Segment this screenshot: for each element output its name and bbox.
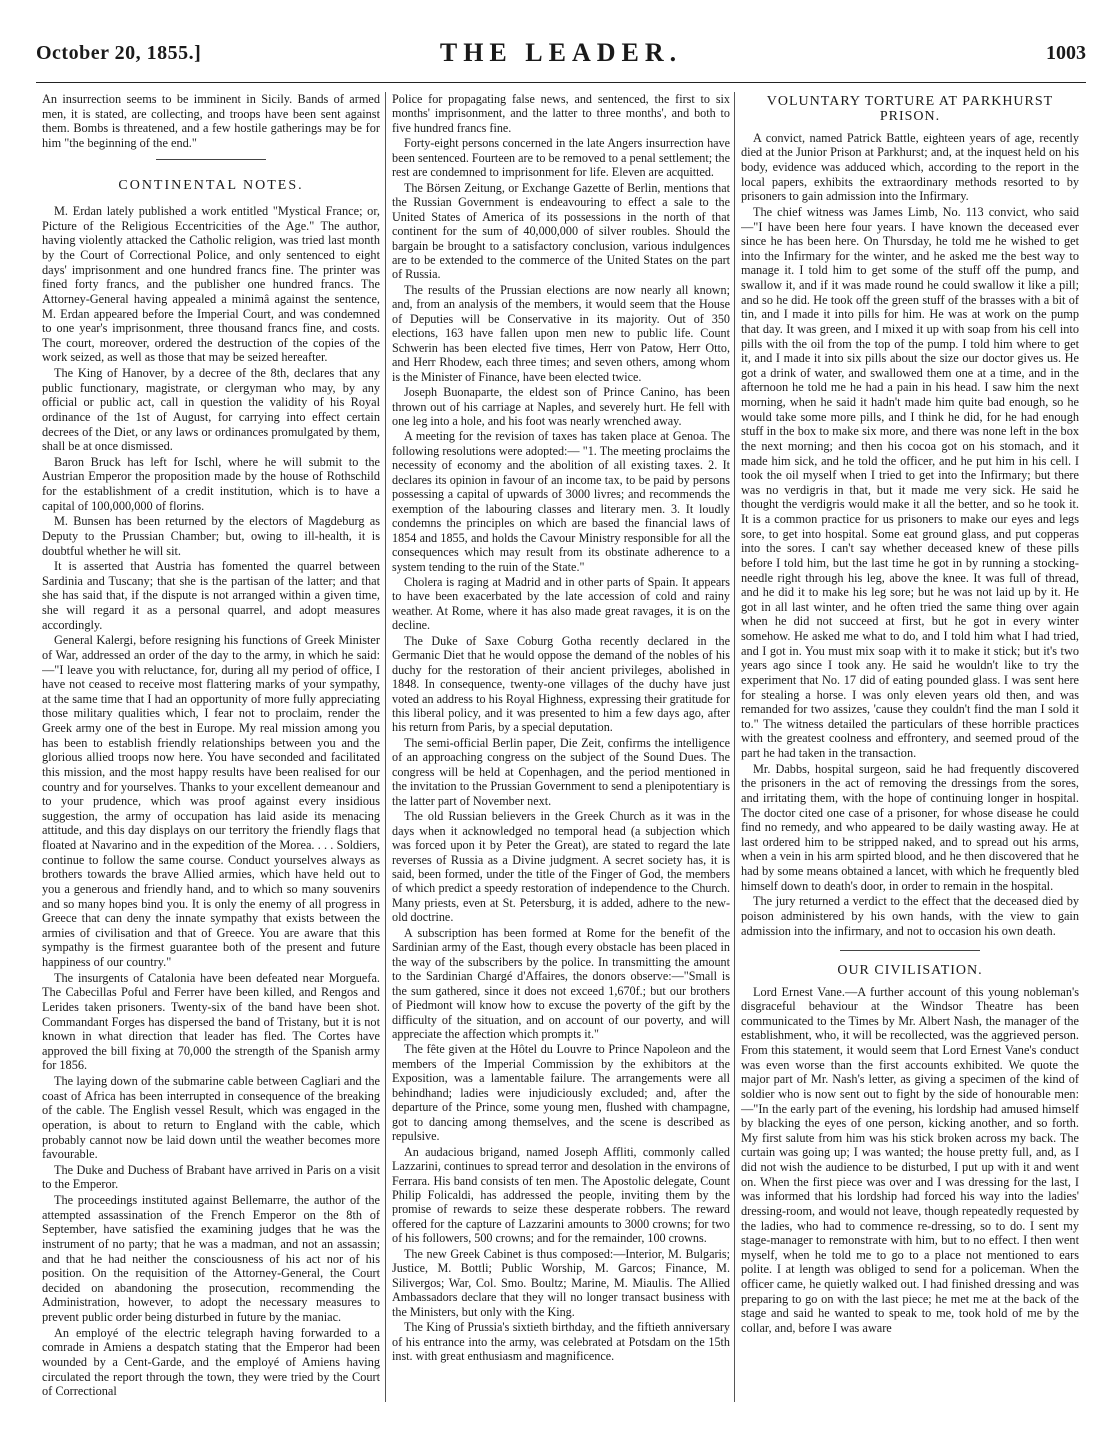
article-paragraph: The laying down of the submarine cable between Cagliari and the coast of Africa has been interrupted in consequence of the breaking of the cable. The English vessel Result, which was engaged in the operation, is about to return to England with the cable, which probably cannot now be laid down until the weather becomes more favourable.: [42, 1074, 380, 1162]
article-paragraph: The Duke of Saxe Coburg Gotha recently declared in the Germanic Diet that he would oppose the demand of the nobles of his duchy for the restoration of their ancient privileges, abolished in 1848. In consequence, twenty-one villages of the duchy have just voted an address to his Royal Highness, expressing their gratitude for this liberal policy, and it was presented to him a few days ago, after his return from Paris, by a special deputation.: [392, 633, 730, 735]
article-paragraph: The semi-official Berlin paper, Die Zeit, confirms the intelligence of an approaching congress on the subject of the Sound Dues. The congress will be held at Copenhagen, and the period mentioned in the invitation to the Prussian Government to send a plenipotentiary is the latter part of November next.: [392, 735, 730, 808]
continental-notes-heading: CONTINENTAL NOTES.: [118, 177, 304, 193]
article-paragraph: Cholera is raging at Madrid and in other parts of Spain. It appears to have been exacerbated by the late accession of cold and rainy weather. At Rome, where it has also made great ravages, it is on the decline.: [392, 574, 730, 633]
article-paragraph: General Kalergi, before resigning his functions of Greek Minister of War, addressed an order of the day to the army, in which he said:—"I leave you with reluctance, for, during all my period of office, I have not ceased to receive most flattering marks of your sympathy, at the same time that I had an opportunity of more fully appreciating those military qualities which, I fear not to proclaim, render the Greek army one of the best in Europe. My real mission among you has been to establish friendly relationships between you and the glorious allied troops now here. You have seconded and facilitated this mission, and the most happy results have been realised for our country and for yourselves. Thanks to your excellent demeanour and to your prudence, which was proof against every insidious suggestion, the army of occupation has laid aside its menacing attitude, and this day displays on our territory the friendly flags that floated at Navarino and in the expedition of the Morea. . . . Soldiers, continue to follow the same course. Conduct yourselves always as brothers towards the brave Allied armies, which have held out to you a generous and friendly hand, and to which so many souvenirs and so many hopes bind you. It is only the enemy of all progress in Greece that can deny the innate sympathy that exists between the armies of civilisation and that of Greece. You are aware that this sympathy is the firmest guarantee both of the present and future happiness of our country.": [42, 633, 380, 970]
article-paragraph: Forty-eight persons concerned in the late Angers insurrection have been sentenced. Fourteen are to be removed to a penal settlement; the rest are condemned to imprisonment for life. Eleven are acquitted.: [392, 136, 730, 180]
column-divider: [385, 92, 386, 1402]
article-paragraph: A convict, named Patrick Battle, eighteen years of age, recently died at the Junior Prison at Parkhurst; and, at the inquest held on his body, evidence was adduced which, according to the report in the local papers, exhibits the extraordinary methods resorted to by prisoners to gain admission into the Infirmary.: [741, 130, 1079, 204]
parkhurst-heading: VOLUNTARY TORTURE AT PARKHURST PRISON.: [766, 94, 1054, 125]
article-paragraph: It is asserted that Austria has fomented the quarrel between Sardinia and Tuscany; that she is the partisan of the latter; and that she has said that, if the dispute is not arranged within a given time, she will regard it as a personal quarrel, and adopt measures accordingly.: [42, 559, 380, 632]
section-rule: [840, 950, 980, 951]
article-paragraph: M. Erdan lately published a work entitled "Mystical France; or, Picture of the Religious Eccentricities of the Age." The author, having violently attacked the Catholic religion, was tried last month by the Court of Correctional Police, and only sentenced to eight days' imprisonment and one hundred francs fine. The printer was fined forty francs, and the publisher one hundred francs. The Attorney-General having appealed a minimâ against the sentence, M. Erdan appeared before the Imperial Court, and was condemned to one year's imprisonment, three thousand francs fine, and costs. The court, moreover, ordered the destruction of the copies of the work seized, as well as those that may be seized hereafter.: [42, 204, 380, 365]
column-2: [392, 92, 730, 1404]
article-paragraph: The proceedings instituted against Bellemarre, the author of the attempted assassination of the French Emperor on the 8th of September, have satisfied the examining judges that he was the instrument of no party; that he was a madman, and not an assassin; and that he had neither the consciousness of his act nor of his position. On the requisition of the Attorney-General, the Court decided on abandoning the prosecution, recommending the Administration, however, to adopt the necessary measures to prevent public order being disturbed in future by the maniac.: [42, 1193, 380, 1325]
article-paragraph: Joseph Buonaparte, the eldest son of Prince Canino, has been thrown out of his carriage at Naples, and severely hurt. He fell with one leg into a hole, and his foot was nearly wrenched away.: [392, 385, 730, 428]
article-paragraph: The King of Hanover, by a decree of the 8th, declares that any public functionary, magistrate, or clergyman who may, by any official or public act, call in question the validity of his Royal ordinance of the 1st of August, for carrying into effect certain decrees of the Diet, or any laws or ordinances promulgated by them, shall be at once dismissed.: [42, 366, 380, 454]
article-paragraph: The chief witness was James Limb, No. 113 convict, who said—"I have been here four years. I have known the deceased ever since he has been here. On Thursday, he told me he wished to get into the Infirmary for the winter, and he asked me the best way to manage it. I told him to get some of the stuff off the pump, and swallow it, and if it was made round he could swallow it like a pill; and so he did. He took off the green stuff of the brasses with a bit of tin, and I made it into pills for him. He was at work on the pump that day. It was green, and I mixed it up with soap from his cell into pills with the oil from the top of the pump. I told him where to get it, and I made it into six pills about the size our doctor gives us. He got a drink of water, and swallowed them one at a time, and in the afternoon he told me he had a pain in his head. I saw him the next morning, when he said it hadn't made him quite bad enough, so he would take some more pills, and I think he did, for he had enough stuff in the box to make six more, and there was none left in the box the next morning; and then his cocoa got on his stomach, and it made him sick, and he told the officer, and he put him in his cell. I took the oil myself when I tried to get into the Infirmary; but there was no verdigris in that, but it made me very sick. He said he thought the verdigris would make it all the better, and so he took it. It is a common practice for us prisoners to make our eyes and legs sore, to get into hospital. Some eat ground glass, and put copperas into the sores. I can't say whether deceased knew of these pills before I told him, but the last time he got in by running a stocking-needle right through his leg, above the knee. It was full of thread, and he did it to make his leg sore; but he was not laid up by it. He got in all last winter, and he often tried the same thing over again when he did not succeed at first, but he got in every winter somehow. He asked me what to do, and I told him what I had tried, and I got in. You must mix soap with it to make it stick; but it's two years ago since I took any. He said he wouldn't like to try the experiment that No. 17 did of eating pounded glass. I was sent here for stealing a horse. I was only eleven years old then, and was remanded for two assizes, 'cause they couldn't find the man I sold it to." The witness detailed the particulars of these horrible practices with the greatest coolness and effrontery, and seemed proud of the part he had taken in the transaction.: [741, 204, 1079, 761]
article-paragraph: Mr. Dabbs, hospital surgeon, said he had frequently discovered the prisoners in the act of removing the dressings from the sores, and irritating them, with the hope of continuing longer in hospital. The doctor cited one case of a prisoner, for whose disease he could find no remedy, and who appeared to be daily wasting away. He at last ordered him to be stripped naked, and to spread out his arms, when a vein in his arm spirted blood, and he then discovered that he had by some means obtained a lancet, with which he frequently bled himself down to death's door, in order to remain in the hospital.: [741, 761, 1079, 893]
article-paragraph: A meeting for the revision of taxes has taken place at Genoa. The following resolutions were adopted:— "1. The meeting proclaims the necessity of economy and the abolition of all existing taxes. 2. It declares its opinion in favour of an income tax, to be paid by persons possessing a capital of upwards of 3000 livres; and recommends the exemption of the labouring classes and literary men. 3. It loudly condemns the principles on which are based the financial laws of 1854 and 1855, and holds the Cavour Ministry responsible for all the consequences which may result from its obstinate adherence to a system tending to the ruin of the State.": [392, 429, 730, 574]
civilisation-heading: OUR CIVILISATION.: [837, 963, 983, 979]
article-paragraph: The fête given at the Hôtel du Louvre to Prince Napoleon and the members of the Imperial Commission by the exhibitors at the Exposition, was a lamentable failure. The arrangements were all behindhand; ladies were injudiciously excluded; and, after the departure of the Prince, some young men, flushed with champagne, got to dancing among themselves, and the scene is described as repulsive.: [392, 1042, 730, 1144]
page-number: 1003: [1046, 42, 1086, 64]
article-paragraph: The results of the Prussian elections are now nearly all known; and, from an analysis of the members, it would seem that the House of Deputies will be Conservative in its majority. Out of 350 elections, 163 have fallen upon men new to public life. Count Schwerin has been elected five times, Herr von Patow, Herr Otto, and Herr Rhodew, each three times; and seven others, among whom is the Minister of Finance, have been elected twice.: [392, 282, 730, 384]
sicily-paragraph: An insurrection seems to be imminent in Sicily. Bands of armed men, it is stated, are collecting, and troops have been sent against them. Bombs is threatened, and a few hostile gatherings may be for him "the beginning of the end.": [42, 92, 380, 150]
article-paragraph: An audacious brigand, named Joseph Affliti, commonly called Lazzarini, continues to spread terror and desolation in the environs of Ferrara. His band consists of ten men. The Apostolic delegate, Count Philip Folicaldi, has addressed the people, inviting them by the promise of rewards to seize these desperate robbers. The reward offered for the capture of Lazzarini amounts to 3000 crowns; for two of his followers, 500 crowns; and for the remainder, 100 crowns.: [392, 1144, 730, 1246]
article-paragraph: The jury returned a verdict to the effect that the deceased died by poison administered by his own hands, with the view to gain admission into the infirmary, and not to occasion his own death.: [741, 894, 1079, 938]
article-paragraph: The old Russian believers in the Greek Church as it was in the days when it acknowledged no temporal head (a subjection which was forced upon it by Peter the Great), are stated to regard the late reverses of Russia as a Divine judgment. A secret society has, it is said, been formed, under the title of the Finger of God, the members of which predict a speedy restoration of independence to the Church. Many priests, even at St. Petersburg, it is added, adhere to the new-old doctrine.: [392, 809, 730, 925]
article-paragraph: Lord Ernest Vane.—A further account of this young nobleman's disgraceful behaviour at the Windsor Theatre has been communicated to the Times by Mr. Albert Nash, the manager of the establishment, who, it will be recollected, was the aggrieved person. From this statement, it would seem that Lord Ernest Vane's conduct was even worse than the first accounts exhibited. We quote the major part of Mr. Nash's letter, as giving a specimen of the kind of soldier who is now sent out to fight by the side of honourable men:—"In the early part of the evening, his lordship had amused himself by blacking the eyes of one person, kicking another, and so forth. My first salute from him was his stick broken across my back. The curtain was going up; I was wanted; the house pretty full, and, as I did not wish the audience to be disturbed, I put up with it and went on. When the first piece was over and I was dressing for the last, I was informed that his lordship had forced his way into the ladies' dressing-room, and would not leave, though repeatedly requested by the ladies, who had to commence re-dressing, so to do. I sent my stage-manager to remonstrate with him, but to no effect. I then went myself, when he told me to go to a place not mentioned to ears polite. I at length was obliged to send for a policeman. When the officer came, he quietly walked out. I had finished dressing and was preparing to go on with the last piece; he met me at the back of the stage and said he wanted to speak to me, took hold of me by the collar, and, before I was aware: [741, 984, 1079, 1335]
column-1: [42, 92, 380, 1404]
section-rule: [156, 159, 266, 160]
newspaper-title: THE LEADER.: [439, 38, 683, 67]
article-paragraph: The new Greek Cabinet is thus composed:—Interior, M. Bulgaris; Justice, M. Bottli; Public Worship, M. Garcos; Finance, M. Silivergos; War, Col. Smo. Boultz; Marine, M. Miaulis. The Allied Ambassadors declare that they will no longer transact business with the Ministers, but only with the King.: [392, 1246, 730, 1319]
masthead-rule: [36, 82, 1086, 83]
column-divider: [734, 92, 735, 1402]
issue-date: October 20, 1855.]: [36, 42, 202, 64]
article-paragraph: Baron Bruck has left for Ischl, where he will submit to the Austrian Emperor the proposition made by the house of Rothschild for the establishment of a credit institution, which is to have a capital of 100,000,000 of florins.: [42, 454, 380, 513]
article-paragraph: The Duke and Duchess of Brabant have arrived in Paris on a visit to the Emperor.: [42, 1162, 380, 1192]
article-paragraph: The King of Prussia's sixtieth birthday, and the fiftieth anniversary of his entrance into the army, was celebrated at Potsdam on the 15th inst. with great enthusiasm and magnificence.: [392, 1320, 730, 1363]
article-paragraph: An employé of the electric telegraph having forwarded to a comrade in Amiens a despatch stating that the Emperor had been wounded by a Cent-Garde, and the employé of Amiens having circulated the report through the town, they were tried by the Court of Correctional: [42, 1325, 380, 1399]
column-3: [741, 92, 1079, 1404]
article-paragraph: The Börsen Zeitung, or Exchange Gazette of Berlin, mentions that the Russian Government is endeavouring to effect a sale to the United States of America of its possessions in the north of that continent for the sum of 40,000,000 of silver roubles. Should the bargain be brought to a satisfactory conclusion, various indulgences are to be extended to the commerce of the United States on the part of Russia.: [392, 180, 730, 282]
article-paragraph: The insurgents of Catalonia have been defeated near Morguefa. The Cabecillas Poful and Ferrer have been killed, and Rengos and Lerides taken prisoners. Twenty-six of the band have been shot. Commandant Forges has dispersed the band of Tristany, but it is not known in what direction that leader has fled. The Cortes have approved the bill fixing at 70,000 the strength of the Spanish army for 1856.: [42, 970, 380, 1073]
article-paragraph: A subscription has been formed at Rome for the benefit of the Sardinian army of the East, though every obstacle has been placed in the way of the subscribers by the police. In transmitting the amount to the Sardinian Chargé d'Affaires, the donors observe:—"Small is the sum gathered, since it does not exceed 1,670f.; but our brothers of Piedmont will know how to excuse the poverty of the gift by the difficulty of the situation, and on account of our poverty, and will appreciate the affection which prompts it.": [392, 925, 730, 1041]
masthead: [36, 36, 1086, 78]
article-paragraph: Police for propagating false news, and sentenced, the first to six months' imprisonment, and the latter to three months', and both to five hundred francs fine.: [392, 92, 730, 135]
article-paragraph: M. Bunsen has been returned by the electors of Magdeburg as Deputy to the Prussian Chamber; but, owing to ill-health, it is doubtful whether he will sit.: [42, 514, 380, 558]
